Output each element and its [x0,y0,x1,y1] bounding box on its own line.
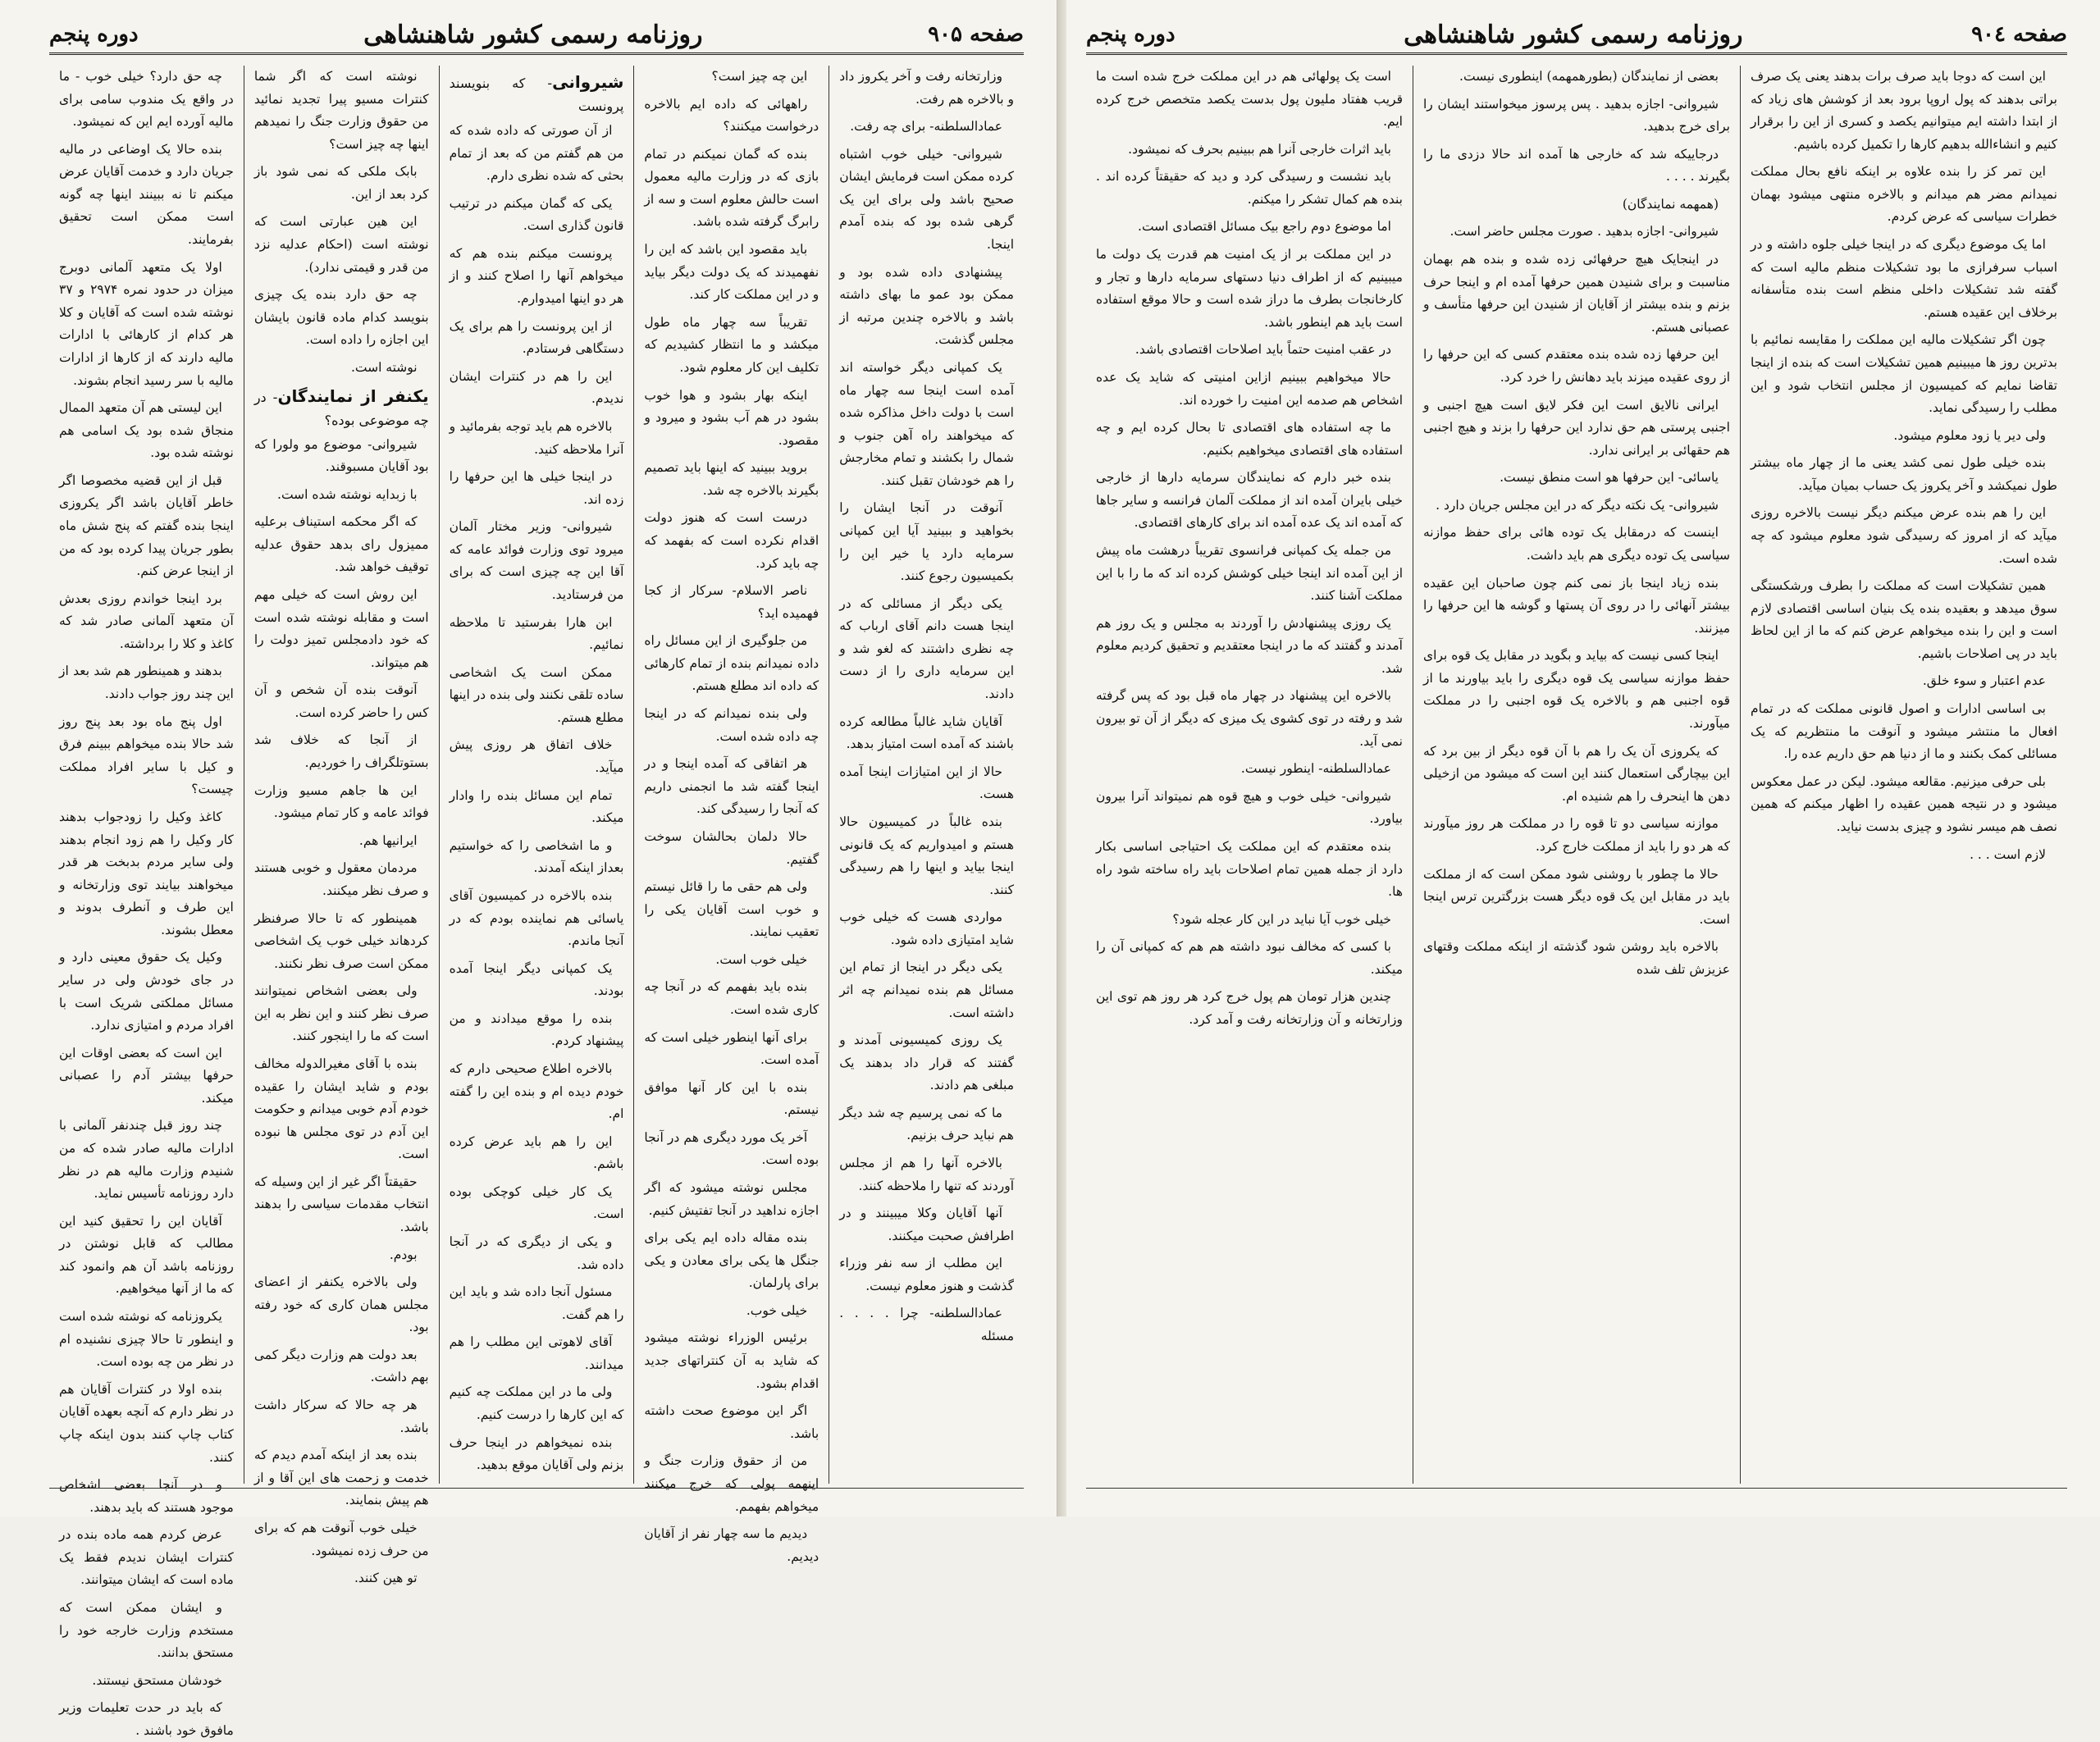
paragraph: آقای لاهوتی این مطلب را هم میدانند. [449,1334,624,1372]
paragraph: بنده غالباً در کمیسیون حالا هستم و امیدواریم که یک قانونی اینجا بیاید و اینها را هم رسیدگی کنند. [839,814,1014,897]
paragraph: بنده معتقدم که این مملکت یک احتیاجی اساسی بکار دارد از جمله همین تمام اصلاحات باید راه ساخته شود راه ها. [1096,838,1403,900]
paragraph: برئیس الوزراء نوشته میشود که شاید به آن کنتراتهای جدید اقدام بشود. [644,1330,819,1391]
paragraph: خودشان مستحق نیستند. [92,1672,222,1688]
paragraph: یک کمپانی دیگر اینجا آمده بودند. [449,960,624,999]
newspaper-title: روزنامه رسمی کشور شاهنشاهی [1404,20,1743,49]
speaker-name: شیروانی [552,72,624,92]
paragraph: یکروزنامه که نوشته شده است و اینطور تا حالا چیزی نشنیده ام در نظر من چه بوده است. [59,1309,234,1370]
paragraph: ولی هم حقی ما را قائل نیستم و خوب است آقایان یکی را تعقیب نمایند. [644,879,819,940]
paragraph: بنده اولا در کنترات آقایان هم در نظر دارم که آنچه بعهده آقایان کتاب چاپ کنند بدون اینکه چاپ کنند. [59,1381,234,1465]
masthead-904 [1086,16,2067,55]
paragraph: بعضی از نمایندگان (بطورهمهمه) اینطوری نیست. [1459,69,1719,84]
paragraph: ولی ما در این مملکت چه کنیم که این کارها را درست کنیم. [449,1384,624,1423]
paragraph: اول پنج ماه بود بعد پنج روز شد حالا بنده میخواهم ببینم فرق و کیل با سایر افراد مملکت چیست؟ [59,714,234,797]
paragraph: پرونست میکنم بنده هم که میخواهم آنها را اصلاح کنند و از هر دو اینها امیدوارم. [449,245,624,307]
paragraph: این ها جاهم مسیو وزارت فوائد عامه و کار تمام میشود. [253,782,429,821]
paragraph: بلی حرفی میزنیم. مقالعه میشود. لیکن در عمل معکوس میشود و در نتیجه همین عقیده را اظهار میکنم که همین نصف هم میسر نشود و چیزی بدست نیاید. [1751,773,2057,834]
paragraph: این را هم باید عرض کرده باشم. [449,1133,624,1172]
paragraph: عدم اعتبار و سوء خلق. [1922,673,2046,689]
paragraph: ناصر الاسلام- سرکار از کجا فهمیده اید؟ [644,583,819,621]
masthead-905 [49,16,1024,55]
paragraph: در عقب امنیت حتماً باید اصلاحات اقتصادی باشد. [1134,342,1391,358]
paragraph: همین تشکیلات است که مملکت را بطرف ورشکستگی سوق میدهد و بعقیده بنده یک بنیان اساسی اقتصادی لازم است و این را بنده میخواهم عرض کنم که ما از این لحاظ باید در پی اصلاحات باشیم. [1751,578,2057,661]
column [633,66,829,1564]
page-number: صفحه ۹۰۵ [928,22,1024,47]
paragraph: آنها آقایان وکلا میبینند و در اطرافش صحبت میکنند. [839,1206,1014,1243]
paragraph: ولی دیر یا زود معلوم میشود. [1893,427,2046,443]
paragraph: بالاخره این پیشنهاد در چهار ماه قبل بود که پس گرفته شد و رفته در توی کشوی یک میزی که دیگر از آن تو بیرون نمی آید. [1096,688,1403,749]
paragraph: بنده نمیخواهم در اینجا حرف بزنم ولی آقایان موقع بدهید. [449,1434,624,1473]
paragraph: خیلی خوب آنوقت هم که برای من حرف زده نمیشود. [253,1520,429,1558]
paragraph: آخر یک مورد دیگری هم در آنجا بوده است. [644,1129,819,1168]
column [1086,66,1413,1484]
paragraph: است یک پولهائی هم در این مملکت خرج شده است ما قریب هفتاد ملیون پول بدست یکصد متخصص خرج کرده ایم. [1096,69,1403,130]
paragraph: بدهند و همینطور هم شد بعد از این چند روز جواب دادند. [59,664,234,702]
paragraph: بابک ملکی که نمی شود باز کرد بعد از این. [253,164,429,202]
paragraph: آقایان این را تحقیق کنید این مطالب که قابل نوشتن در روزنامه باشد آن هم وانمود کند که ما از آنها میخواهیم. [59,1213,234,1297]
paragraph: چندین هزار تومان هم پول خرج کرد هر روز هم توی این وزارتخانه و آن وزارتخانه رفت و آمد کرد. [1096,989,1403,1027]
speaker-name: یکنفر از نمایندگان [277,385,429,406]
paragraph: اینجا کسی نیست که بیاید و بگوید در مقابل یک قوه برای حفظ موازنه سیاسی یک قوه دیگری را باید بیاورند ما از قوه اجنبی هم و بالاخره یک قوه اجنبی را در مملکت میآورند. [1423,648,1730,732]
bottom-rule [49,1488,1024,1489]
paragraph: بنده که گمان نمیکنم در تمام بازی که در وزارت مالیه معمول است حالش معلوم است و سه از رابرگ گرفته شده باشد. [644,146,819,230]
paragraph: آنوقت بنده آن شخص و آن کس را حاضر کرده است. [253,682,429,720]
paragraph: چه حق دارد بنده یک چیزی بنویسد کدام ماده قانون بایشان این اجازه را داده است. [253,287,429,348]
column [829,66,1024,1484]
paragraph: این مطلب از سه نفر وزراء گذشت و هنوز معلوم نیست. [839,1256,1014,1293]
paragraph: ولی بعضی اشخاص نمیتوانند صرف نظر کنند و این نظر به این است که ما را اینجور کنند. [253,983,429,1044]
paragraph: مجلس نوشته میشود که اگر اجازه نداهید در آنجا تفتیش کنیم. [644,1180,819,1218]
paragraph: درجاییکه شد که خارجی ها آمده اند حالا دزدی ما را بگیرند . . . . [1423,146,1730,185]
paragraph: باید نشست و رسیدگی کرد و دید که حقیقتاً کرده اند . بنده هم کمال تشکر را میکنم. [1096,169,1403,207]
paragraph: اگر این موضوع صحت داشته باشد. [644,1403,819,1441]
paragraph: مردمان معقول و خوبی هستند و صرف نظر میکنند. [253,860,429,898]
paragraph: شیروانی- یک نکته دیگر که در این مجلس جریان دارد . [1436,497,1719,513]
paragraph: یک کار خیلی کوچکی بوده است. [449,1183,624,1222]
paragraph: بنده بعد از اینکه آمدم دیدم که خدمت و زحمت های این آقا و از هم پیش بنمایند. [253,1448,429,1508]
paragraph: چند روز قبل چندنفر آلمانی با ادارات مالیه صادر شده که من شنیدم وزارت مالیه هم در نظر دارد روزنامه تأسیس نماید. [59,1118,234,1202]
paragraph: در اینجایک هیچ حرفهائی زده شده و بنده هم بهمان مناسبت و برای شنیدن همین حرفها آمده ام و اینجا حرف بزنم و بنده بیشتر از آقایان از شنیدن این حرفها متأسف و عصبانی هستم. [1423,252,1730,335]
paragraph: بالاخره آنها را هم از مجلس آوردند که تنها را ملاحظه کنند. [839,1156,1014,1193]
paragraph: که یکروزی آن یک را هم با آن قوه دیگر از بین برد که این بیچارگی استعمال کنند این است که میشود من ازخیلی دهن ها اینحرف را هم شنیده ام. [1423,743,1730,804]
paragraph: بروید ببینید که اینها باید تصمیم بگیرند بالاخره چه شد. [644,460,819,498]
column [1413,66,1740,1484]
paragraph: باید اثرات خارجی آنرا هم ببینیم بحرف که نمیشود. [1128,141,1391,157]
paragraph: آنوقت در آنجا ایشان را بخواهید و ببینید آیا این کمپانی سرمایه دارد یا خیر این را بکمیسیون رجوع کنند. [839,500,1014,584]
paragraph: حالا دلمان بحالشان سوخت گفتیم. [644,828,819,867]
paragraph: یک روزی پیشنهادش را آوردند به مجلس و یک روز هم آمدند و گفتند که ما در اینجا معتقدیم و تحقیق کردیم معلوم شد. [1096,615,1403,676]
paragraph: ما که نمی پرسیم چه شد دیگر هم نباید حرف بزنیم. [839,1105,1014,1143]
paragraph: ممکن است یک اشخاصی ساده تلقی نکنند ولی بنده در اینها مطلع هستم. [449,664,624,725]
paragraph: هر اتفاقی که آمده اینجا و در اینجا گفته شد ما انجمنی داریم که آنجا را رسیدگی کند. [644,756,819,817]
paragraph: شیروانی- وزیر مختار آلمان میرود توی وزارت فوائد عامه که آقا این چه چیزی است که برای من فرستادید. [449,519,624,602]
paragraph: حقیقتاً اگر غیر از این وسیله که انتخاب مقدمات سیاسی را بدهند باشد. [253,1174,429,1235]
paragraph: این هین عبارتی است که نوشته است (احکام عدلیه نزد من قدر و قیمتی ندارد). [253,214,429,275]
paragraph: وزارتخانه رفت و آخر یکروز داد و بالاخره هم رفت. [839,69,1014,107]
paragraph: بنده مقاله داده ایم یکی برای جنگل ها یکی برای معادن و یکی برای پارلمان. [644,1230,819,1291]
paragraph: درست است که هنوز دولت اقدام نکرده است که بفهمد که چه باید کرد. [644,510,819,571]
paragraph: نوشته است که اگر شما کنترات مسیو پیرا تجدید نمائید من حقوق وزارت جنگ را نمیدهم اینها چه چیز است؟ [253,69,429,152]
column [439,66,634,1484]
columns-904 [1086,66,2067,1484]
paragraph: باید مقصود این باشد که این را نفهمیدند که یک دولت دیگر بیاید و در این مملکت کار کند. [644,242,819,303]
paragraph: این است که بعضی اوقات این حرفها بیشتر آدم را عصبانی میکند. [59,1045,234,1106]
paragraph: یکی دیگر در اینجا از تمام این مسائل هم بنده نمیدانم چه اثر داشته است. [839,960,1014,1020]
paragraph: بنده با آقای مغیرالدوله مخالف بودم و شاید ایشان را عقیده خودم آدم خوبی میدانم و حکومت این آدم در توی مجلس ها نبوده است. [253,1056,429,1162]
paragraph: بنده با این کار آنها موافق نیستم. [644,1079,819,1118]
paragraph: یکی که گمان میکنم در ترتیب قانون گذاری است. [449,195,624,234]
paragraph: تمام این مسائل بنده را وادار میکند. [449,787,624,826]
paragraph: و یکی از دیگری که در آنجا داده شد. [449,1234,624,1272]
paragraph: بعد دولت هم وزارت دیگر کمی بهم داشت. [253,1347,429,1385]
columns-905 [49,66,1024,1738]
paragraph: این را هم در کنترات ایشان ندیدم. [449,368,624,407]
column [49,66,244,1738]
paragraph: شیروانی- خیلی خوب و هیچ قوه هم نمیتواند آنرا بیرون بیاورد. [1096,788,1403,827]
paragraph: وکیل یک حقوق معینی دارد و در جای خودش ولی در سایر مسائل مملکتی شریک است با افراد مردم و امتیازی ندارد. [59,950,234,1033]
paragraph: من جلوگیری از این مسائل راه داده نمیدانم بنده از تمام کارهائی که داده اند مطلع هستم. [644,633,819,694]
paragraph: با کسی که مخالف نبود داشته هم هم که کمپانی آن را میکند. [1096,939,1403,977]
paragraph: بی اساسی ادارات و اصول قانونی مملکت که در تمام افعال ما منتشر میشود و آنوقت ما منتظریم که یک مسائلی کمک بکنند و ما از دنیا هم حق داریم عده را. [1751,701,2057,762]
paragraph: قبل از این قضیه مخصوصا اگر خاطر آقایان باشد اگر یکروزی اینجا بنده گفتم که پنج شش ماه بطور جریان پیدا کرده بود که من از اینجا عرض کنم. [59,472,234,579]
speaker-heading [254,385,429,431]
paragraph: مسئول آنجا داده شد و باید این را هم گفت. [449,1284,624,1322]
paragraph: نوشته است. [350,359,418,375]
paragraph: یکی دیگر از مسائلی که در اینجا هست دانم آقای ارباب که چه نظری داشتند که لغو شد و این سرمایه داری را از دست دادند. [839,595,1014,702]
paragraph: (همهمه نمایندگان) [1622,196,1719,212]
paragraph: شیروانی- اجازه بدهید . صورت مجلس حاضر است. [1449,224,1719,239]
session-label: دوره پنجم [49,22,139,47]
paragraph: این لیستی هم آن متعهد الممال منجاق شده بود یک اسامی هم نوشته شده بود. [59,400,234,461]
speaker-remark: - که بنویسند پرونست [449,75,624,114]
paragraph: بودم. [389,1247,418,1262]
paragraph: لازم است . . . [1970,846,2046,862]
paragraph: همینطور که تا حالا صرفنظر کردهاند خیلی خوب یک اشخاصی ممکن است صرف نظر نکنند. [253,910,429,971]
paragraph: چه حق دارد؟ خیلی خوب - ما در واقع یک مندوب سامی برای مالیه آورده ایم این که نمیشود. [59,69,234,130]
paragraph: خیلی خوب. [746,1302,808,1318]
speaker-heading [450,71,624,116]
paragraph: این را هم بنده عرض میکنم دیگر نیست بالاخره روزی میآید که از امروز که رسیدگی شود معلوم میشود که چه شده است. [1751,505,2057,566]
paragraph: یک کمپانی دیگر خواسته اند آمده است اینجا سه چهار ماه است با دولت داخل مذاکره شده که میخواهند راه آهن جنوب و شمال را بکشند و تمام مخارجش را هم خودشان تقبل کنند. [839,359,1014,488]
paragraph: عمادالسلطنه- چرا . . . . مسئله [839,1306,1014,1344]
paragraph: ایرانیها هم. [358,832,418,848]
paragraph: بنده بالاخره در کمیسیون آقای یاسائی هم نماینده بودم که در آنجا ماندم. [449,887,624,949]
paragraph: یاسائی- این حرفها هو است منطق نیست. [1500,470,1719,486]
paragraph: دیدیم ما سه چهار نفر از آقایان دیدیم. [644,1526,819,1564]
paragraph: تقریباً سه چهار ماه طول میکشد و ما انتظار کشیدیم که تکلیف این کار معلوم شود. [644,314,819,375]
paragraph: با زبدایه نوشته شده است. [277,486,418,502]
paragraph: اینست که درمقابل یک توده هائی برای حفظ موازنه سیاسی یک توده دیگری هم باید داشت. [1423,525,1730,563]
paragraph: که اگر محکمه استیناف برعلیه ممیزول رای بدهد حقوق عدلیه توقیف خواهد شد. [253,514,429,575]
paragraph: چون اگر تشکیلات مالیه این مملکت را مقایسه نمائیم با بدترین روز ها میبینیم همین تشکیلات است که بنده از اینجا تقاضا نمایم که کمیسیون از مجلس انتخاب شود و این مطلب را رسیدگی نماید. [1751,332,2057,416]
paragraph: و در آنجا بعضی اشخاص موجود هستند که باید بدهند. [59,1477,234,1515]
paragraph: حالا از این امتیازات اینجا آمده هست. [839,764,1014,802]
paragraph: مواردی هست که خیلی خوب شاید امتیازی داده شود. [839,910,1014,947]
paragraph: این تمر کز را بنده علاوه بر اینکه نافع بحال مملکت نمیدانم مضر هم میدانم و بالاخره منتهی میشود بهمان خطرات سیاسی که عرض کردم. [1751,164,2057,225]
paragraph: عرض کردم همه ماده بنده در کنترات ایشان ندیدم فقط یک ماده است که ایشان میتوانند. [59,1527,234,1588]
column [1740,66,2067,1484]
paragraph: در اینجا خیلی ها این حرفها را زده اند. [449,469,624,507]
column [244,66,439,1586]
paragraph: شیروانی- خیلی خوب اشتباه کرده ممکن است فرمایش ایشان صحیح باشد ولی برای این یک گرهی شده بود که بنده آمدم اینجا. [839,146,1014,253]
paragraph: ولی بالاخره یکنفر از اعضای مجلس همان کاری که خود رفته بود. [253,1275,429,1335]
paragraph: راههائی که داده ایم بالاخره درخواست میکنند؟ [644,96,819,135]
paragraph: پیشنهادی داده شده بود و ممکن بود عمو ما بهای داشته باشد و بالاخره چندین مرتبه از مجلس گذشت. [839,264,1014,348]
paragraph: از آن صورتی که داده شده که من هم گفتم من که بعد از تمام بحثی که شده نظری دارم. [449,123,624,184]
paragraph: بنده باید بفهمم که در آنجا چه کاری شده است. [644,979,819,1017]
paragraph: بالاخره اطلاع صحیحی دارم که خودم دیده ام و بنده این را گفته ام. [449,1060,624,1122]
paragraph: موازنه سیاسی دو تا قوه را در مملکت هر روز میآورند که هر دو را باید از مملکت خارج کرد. [1423,816,1730,854]
paragraph: تو هین کنند. [354,1571,418,1586]
paragraph: اما موضوع دوم راجع بیک مسائل اقتصادی است. [1138,219,1391,235]
paragraph: شیروانی- موضوع مو ولورا که بود آقایان مسبوقند. [253,436,429,475]
paragraph: اما یک موضوع دیگری که در اینجا خیلی جلوه داشته و در اسباب سرفرازی ما بود تشکیلات منظم مالیه است که گفته شد تشکیلات داخلی منظم است بنده متأسفانه برخلاف این عقیده هستم. [1751,237,2057,320]
paragraph: ولی بنده نمیدانم که در اینجا چه داده شده است. [644,706,819,744]
newspaper-title: روزنامه رسمی کشور شاهنشاهی [363,20,703,49]
paragraph: ایرانی نالایق است این فکر لایق است هیچ اجنبی و اجنبی پرستی هم حق ندارد این حرفها را بزند و هیچ اجنبی هم حقهائی بر ایرانی ندارد. [1423,397,1730,458]
paragraph: برای آنها اینطور خیلی است که آمده است. [644,1029,819,1068]
paragraph: عمادالسلطنه- برای چه رفت. [850,119,1002,135]
paragraph: از این پرونست را هم برای یک دستگاهی فرستادم. [449,318,624,357]
paragraph: اولا یک متعهد آلمانی دوبرج میزان در حدود نمره ۲۹۷۴ و ۳۷ نوشته شده است که آقایان و کلا هر کدام از کارهائی با ادارات مالیه دارند که از کارها از ادارات مالیه با سر رسید انجام بشوند. [59,259,234,388]
paragraph: عمادالسلطنه- اینطور نیست. [1240,761,1391,777]
paragraph: این است که دوجا باید صرف برات بدهند یعنی یک صرف براتی بدهند که پول اروپا برود بعد از کوشش های زیاد که از ابتدا داشته ایم میتوانیم یکصد و کسری از این را برقرار کنیم و انشاءالله بدهیم کارها را تکمیل کرده باشیم. [1751,69,2057,152]
paragraph: و ما اشخاصی را که خواستیم بعداز اینکه آمدند. [449,837,624,876]
paragraph: بنده حالا یک اوضاعی در مالیه جریان دارد و خدمت آقایان عرض میکنم تا نه ببینند اینها چه گونه است ممکن است تحقیق بفرمایند. [59,141,234,248]
paragraph: بنده خیلی طول نمی کشد یعنی ما از چهار ماه بیشتر طول نمیکشد و آخر یکروز یک حساب بمیان میآید. [1751,455,2057,493]
paragraph: اینکه بهار بشود و هوا خوب بشود در هم آب بشود و میرود و مقصود. [644,387,819,448]
bottom-rule [1086,1488,2067,1489]
paragraph: یک روزی کمیسیونی آمدند و گفتند که قرار داد بدهند یک مبلغی هم دادند. [839,1033,1014,1093]
paragraph: و ایشان ممکن است که مستخدم وزارت خارجه خود را مستحق بدانند. [59,1600,234,1661]
paragraph: کاغذ وکیل را زودجواب بدهند کار وکیل را هم زود انجام بدهند ولی سایر مردم بدبخت هر قدر میخواهند بیایند توی وزارتخانه و این طرف و آنطرف بدوند و معطل بشوند. [59,809,234,937]
paragraph: حالا ما چطور با روشنی شود ممکن است که از مملکت باید در مقابل این یک قوه دیگر هست بزرگترین ترس اینجا است. [1423,866,1730,927]
paragraph: این حرفها زده شده بنده معتقدم کسی که این حرفها را از روی عقیده میزند باید دهانش را خرد کرد. [1423,347,1730,385]
paragraph: بنده خبر دارم که نمایندگان سرمایه دارها از خارجی خیلی بایران آمده اند از مملکت آلمان فرانسه و سایر جاها که آمده اند یک عده آمده اند برای کارهای اقتصادی. [1096,470,1403,531]
paragraph: از آنجا که خلاف شد بستوتلگراف را خوردیم. [253,732,429,771]
paragraph: ما چه استفاده های اقتصادی تا بحال کرده ایم و چه استفاده های اقتصادی میخواهیم بکنیم. [1096,420,1403,458]
paragraph: هر چه حالا که سرکار داشت باشد. [253,1398,429,1435]
paragraph: بالاخره هم باید توجه بفرمائید و آنرا ملاحظه کنید. [449,418,624,457]
paragraph: من جمله یک کمپانی فرانسوی تقریباً درهشت ماه پیش از این آمده اند اینجا خیلی کوشش کرده اند که ما را با این مملکت آشنا کنند. [1096,542,1403,604]
paragraph: که باید در حدت تعلیمات وزیر مافوق خود باشند . [59,1700,234,1738]
speaker-remark: - در چه موضوعی بوده؟ [253,389,429,428]
paragraph: بنده را موقع میدادند و من پیشنهاد کردم. [449,1010,624,1049]
paragraph: خیلی خوب آیا نباید در این کار عجله شود؟ [1172,911,1391,927]
paragraph: من از حقوق وزارت جنگ و اینهمه پولی که خرج میکنند میخواهم بفهمم. [644,1453,819,1514]
paragraph: برد اینجا خواندم روزی بعدش آن متعهد آلمانی صادر شد که کاغذ و کلا را برداشته. [59,591,234,651]
paragraph: شیروانی- اجازه بدهید . پس پرسوز میخواستند ایشان را برای خرج بدهید. [1423,96,1730,135]
paragraph: آقایان شاید غالباً مطالعه کرده باشند که آمده است امتیاز بدهد. [839,714,1014,752]
paragraph: ابن هارا بفرستید تا ملاحظه نمائیم. [449,614,624,653]
paragraph: بالاخره باید روشن شود گذشته از اینکه مملکت وقتهای عزیزش تلف شده [1423,939,1730,977]
paragraph: حالا میخواهیم ببینیم ازاین امنیتی که شاید یک عده اشخاص هم صدمه این امنیت را خورده اند. [1096,369,1403,408]
session-label: دوره پنجم [1086,22,1176,47]
page-904 [1057,0,2100,1516]
paragraph: خلاف اتفاق هر روزی پیش میآید. [449,737,624,776]
paragraph: این چه چیز است؟ [711,69,808,84]
paragraph: بنده زیاد اینجا باز نمی کنم چون صاحبان این عقیده بیشتر آنهائی را در روی آن پستها و گوشه ها این حرفها را میزنند. [1423,575,1730,636]
paragraph: این روش است که خیلی مهم است و مقابله نوشته شده است که خود دادمجلس تمیز دولت را هم میتواند. [253,586,429,670]
paragraph: خیلی خوب است. [715,951,808,967]
page-number: صفحه ۹۰٤ [1971,22,2067,47]
paragraph: در این مملکت بر از یک امنیت هم قدرت یک دولت ما میبینیم که از اطراف دنیا دستهای سرمایه دارها و تجار و کارخانجات بطرف ما دراز شده است و حالا موقع استفاده است باید هم اینطور باشد. [1096,247,1403,330]
